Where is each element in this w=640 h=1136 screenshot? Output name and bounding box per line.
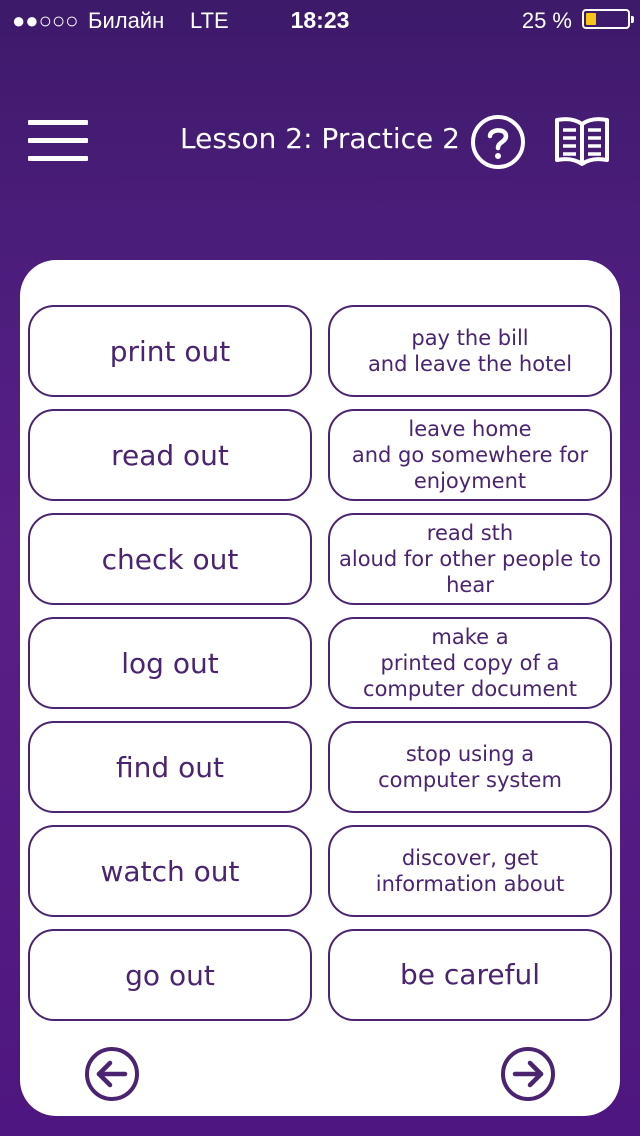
arrow-left-circle-icon[interactable] (84, 1046, 140, 1102)
match-row (28, 305, 612, 409)
battery-nub (631, 16, 634, 23)
clock: 18:23 (290, 7, 350, 33)
definition-card[interactable]: discover, get information about (328, 825, 612, 917)
term-card[interactable]: watch out (28, 825, 312, 917)
match-row (28, 721, 612, 825)
header (0, 100, 640, 180)
definition-card[interactable]: be careful (328, 929, 612, 1021)
match-row (28, 617, 612, 721)
network-type: LTE (190, 8, 229, 33)
open-book-icon[interactable] (553, 112, 611, 168)
question-circle-icon[interactable] (470, 114, 526, 170)
term-card[interactable]: find out (28, 721, 312, 813)
definition-card[interactable]: read sth aloud for other people to hear (328, 513, 612, 605)
page-title: Lesson 2: Practice 2 (180, 122, 460, 155)
carrier-name: Билайн (88, 8, 165, 33)
match-row (28, 409, 612, 513)
battery-icon (582, 9, 630, 29)
term-card[interactable]: check out (28, 513, 312, 605)
term-card[interactable]: print out (28, 305, 312, 397)
definition-card[interactable]: pay the bill and leave the hotel (328, 305, 612, 397)
battery-fill (586, 13, 596, 25)
match-row (28, 825, 612, 929)
definition-card[interactable]: stop using a computer system (328, 721, 612, 813)
match-grid (28, 305, 612, 1033)
signal-strength-icon: ●●○○○ (12, 8, 79, 33)
match-row (28, 513, 612, 617)
definition-card[interactable]: leave home and go somewhere for enjoyment (328, 409, 612, 501)
term-card[interactable]: log out (28, 617, 312, 709)
exercise-card (20, 260, 620, 1116)
term-card[interactable]: go out (28, 929, 312, 1021)
term-card[interactable]: read out (28, 409, 312, 501)
status-bar (0, 0, 640, 40)
match-row (28, 929, 612, 1033)
hamburger-menu-icon[interactable] (28, 120, 88, 162)
battery-percent: 25 % (521, 8, 572, 33)
arrow-right-circle-icon[interactable] (500, 1046, 556, 1102)
definition-card[interactable]: make a printed copy of a computer document (328, 617, 612, 709)
